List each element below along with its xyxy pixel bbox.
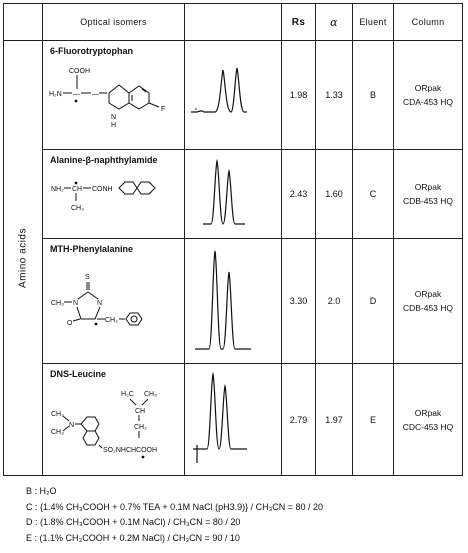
table-row	[4, 364, 463, 476]
label-ch: CH	[72, 186, 83, 193]
rs-value: 1.98	[282, 41, 316, 150]
eluent-note-text: : (1.1% CH₃COOH + 0.2M NaCl) / CH₃CN = 90 / 10	[34, 532, 240, 543]
header-chromatogram	[185, 4, 282, 41]
alpha-value: 2.0	[316, 239, 353, 364]
structure-6-fluorotryptophan	[47, 59, 181, 145]
label-amine-me1: CH₃	[51, 411, 64, 418]
label-ring-n: N	[111, 114, 117, 121]
eluent-note	[26, 484, 323, 500]
label-sulfur: S	[85, 274, 90, 281]
column-brand: ORpak	[414, 289, 442, 299]
structure-mth-phenylalanine	[47, 257, 181, 357]
alpha-value: 1.60	[316, 150, 353, 239]
compound-cell	[43, 364, 185, 476]
label-amine-n: N	[69, 422, 75, 429]
compound-name: DNS-Leucine	[50, 369, 107, 379]
eluent-note-key: D	[26, 517, 33, 527]
column-cell	[394, 239, 463, 364]
label-amine: NH₂	[51, 186, 64, 193]
rs-value: 2.79	[282, 364, 316, 476]
column-brand: ORpak	[414, 182, 442, 192]
compound-cell	[43, 41, 185, 150]
header-eluent: Eluent	[353, 4, 394, 41]
header-row	[4, 4, 463, 41]
label-methyl: CH₃	[71, 205, 84, 212]
label-amide: CONH	[92, 186, 113, 193]
header-blank	[4, 4, 43, 41]
header-column: Column	[394, 4, 463, 41]
compound-name: MTH-Phenylalanine	[50, 244, 134, 254]
svg-text:—: —	[73, 91, 80, 98]
chromatogram-cell	[185, 364, 282, 476]
rs-value: 2.43	[282, 150, 316, 239]
chromatogram-dns-leucine	[187, 371, 279, 469]
chromatogram-cell	[185, 150, 282, 239]
label-oxo: O	[67, 320, 73, 327]
eluent-value: D	[353, 239, 394, 364]
structure-dns-leucine	[47, 382, 181, 472]
label-ch2: CH₂	[134, 424, 147, 431]
eluent-note-text: : H₂O	[34, 486, 57, 496]
header-alpha: α	[316, 4, 353, 41]
structure-alanine-naphthylamide	[47, 168, 181, 234]
column-model: CDA-453 HQ	[402, 97, 454, 107]
chromatogram-6-fluorotryptophan	[187, 60, 279, 130]
label-sulfonyl: SO₂NHCHCOOH	[103, 447, 158, 454]
column-brand: ORpak	[414, 407, 442, 418]
eluent-note-key: C	[26, 501, 33, 512]
chromatogram-cell	[185, 41, 282, 150]
column-cell	[394, 364, 463, 476]
label-fluoro: F	[161, 106, 166, 113]
column-model: CDC-453 HQ	[402, 421, 454, 432]
header-isomers: Optical isomers	[43, 4, 185, 41]
compound-cell	[43, 150, 185, 239]
column-cell	[394, 41, 463, 150]
eluent-note	[26, 515, 323, 531]
eluent-note	[26, 531, 323, 547]
label-ch3: CH₃	[144, 391, 157, 398]
label-n1: N	[73, 300, 79, 307]
group-label: Amino acids	[17, 228, 29, 288]
alpha-value: 1.33	[316, 41, 353, 150]
compound-cell	[43, 239, 185, 364]
chromatogram-cell	[185, 239, 282, 364]
label-ch: CH	[135, 408, 146, 415]
header-rs: Rs	[282, 4, 316, 41]
isomer-table	[3, 3, 463, 476]
eluent-note-key: B	[26, 486, 33, 496]
label-methyl: CH₃	[51, 300, 64, 307]
compound-name: Alanine-β-naphthylamide	[50, 155, 158, 165]
label-ch2: CH₂	[105, 317, 118, 324]
eluent-note-text: : {1.4% CH₃COOH + 0.7% TEA + 0.1M NaCl (pH3.9)} / CH₃CN = 80 / 20	[35, 501, 324, 512]
svg-text:—: —	[92, 91, 99, 98]
compound-name: 6-Fluorotryptophan	[50, 46, 133, 56]
table-row	[4, 239, 463, 364]
table-row	[4, 41, 463, 150]
alpha-value: 1.97	[316, 364, 353, 476]
label-amine: H₂N	[49, 91, 62, 98]
table-row	[4, 150, 463, 239]
label-h3c: H₃C	[121, 391, 134, 398]
label-amine-me2: CH₃	[51, 429, 64, 436]
eluent-note-text: : (1.8% CH₃COOH + 0.1M NaCl) / CH₃CN = 80 / 20	[35, 517, 241, 527]
column-cell	[394, 150, 463, 239]
eluent-value: C	[353, 150, 394, 239]
label-cooh: COOH	[69, 68, 90, 75]
label-n2: N	[97, 300, 103, 307]
group-cell	[4, 41, 43, 476]
eluent-value: B	[353, 41, 394, 150]
label-ring-h: H	[111, 122, 117, 129]
chromatogram-mth-phenylalanine	[187, 245, 279, 357]
column-model: CDB-453 HQ	[402, 303, 454, 313]
eluent-note	[26, 500, 323, 516]
column-brand: ORpak	[414, 83, 442, 93]
rs-value: 3.30	[282, 239, 316, 364]
column-model: CDB-453 HQ	[402, 196, 454, 206]
eluent-note-key: E	[26, 532, 33, 543]
eluent-value: E	[353, 364, 394, 476]
eluent-notes	[26, 484, 323, 546]
chromatogram-alanine-naphthylamide	[187, 156, 279, 232]
